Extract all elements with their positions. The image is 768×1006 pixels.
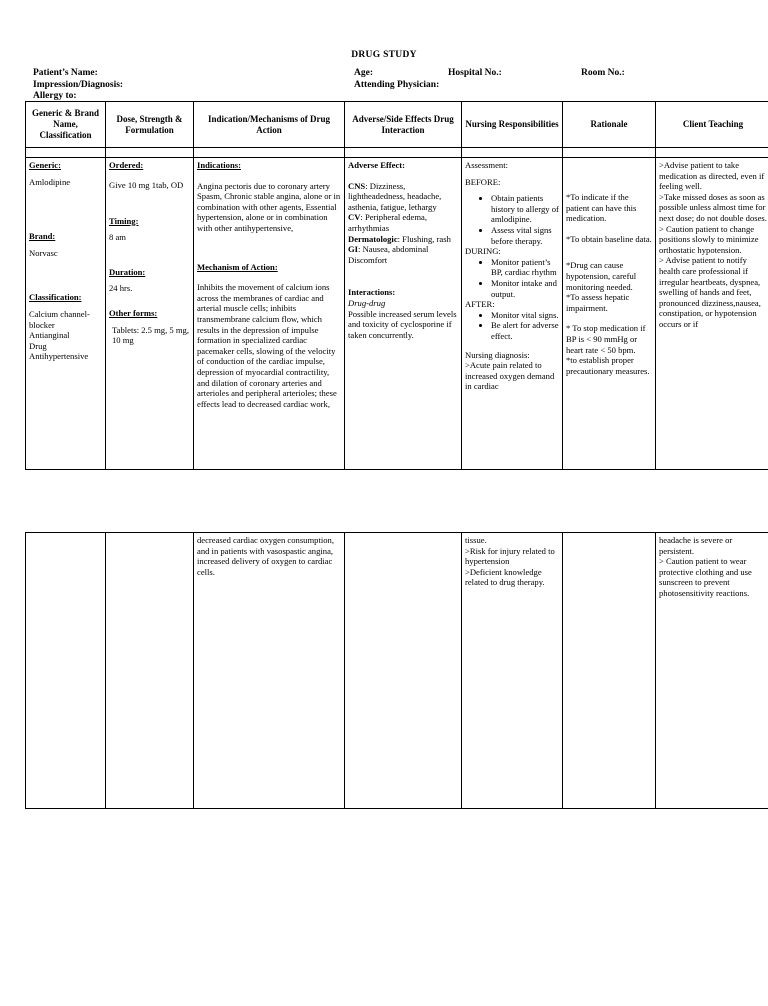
cv-label: CV	[348, 212, 361, 223]
generic-cell	[26, 158, 106, 470]
column-header-teaching: Client Teaching	[656, 102, 768, 148]
impression-label: Impression/Diagnosis:	[33, 80, 124, 90]
rationale-2: *To obtain baseline data.	[566, 233, 652, 244]
other-forms-label: Other forms:	[109, 307, 158, 318]
column-header-generic: Generic & Brand Name, Classification	[26, 102, 106, 148]
after-list	[465, 310, 559, 342]
rationale-4: *To assess hepatic impairment.	[566, 292, 630, 313]
mechanism-label: Mechanism of Action:	[197, 261, 278, 272]
timing-value: 8 am	[109, 232, 126, 243]
gi-line	[348, 244, 458, 265]
continuation-row	[26, 533, 768, 809]
teaching-3: > Caution patient to change positions slowly to minimize orthostatic hypotension.	[659, 223, 759, 255]
nursing-cell	[462, 158, 563, 470]
cv-line	[348, 212, 458, 233]
generic-value: Amlodipine	[29, 176, 71, 187]
hospital-no-label: Hospital No.:	[448, 68, 502, 78]
generic-cell-cont	[26, 533, 106, 809]
adverse-effect-label: Adverse Effect:	[348, 160, 406, 170]
attending-physician-label: Attending Physician:	[354, 80, 440, 90]
derm-text: : Flushing, rash	[397, 233, 451, 244]
list-item: • Obtain patients history to allergy of amlodipine.	[491, 193, 559, 225]
brand-value: Norvasc	[29, 247, 58, 258]
allergy-label: Allergy to:	[33, 91, 77, 101]
drug-drug-label: Drug-drug	[348, 297, 386, 308]
age-label: Age:	[354, 68, 373, 78]
teaching-5: > Caution patient to wear protective clothing and use sunscreen to prevent photosensitivity reactions.	[659, 556, 752, 598]
teaching-cell-cont	[656, 533, 768, 809]
nursing-diagnosis-2: >Risk for injury related to hypertension	[465, 545, 555, 567]
list-item: • Assess vital signs before therapy.	[491, 225, 559, 246]
rationale-6: *to establish proper precautionary measures.	[566, 355, 650, 376]
nursing-diagnosis-label: Nursing diagnosis:	[465, 349, 530, 360]
cv-text: : Peripheral edema, arrhythmias	[348, 212, 427, 233]
dose-cell	[106, 158, 194, 470]
rationale-3: *Drug can cause hypotension, careful monitoring needed.	[566, 260, 637, 292]
room-no-label: Room No.:	[581, 68, 625, 78]
timing-label: Timing:	[109, 215, 139, 226]
dose-cell-cont	[106, 533, 194, 809]
classification-value: Drug	[29, 340, 47, 351]
indication-cell	[194, 158, 345, 470]
generic-label: Generic:	[29, 160, 61, 170]
column-header-adverse: Adverse/Side Effects Drug Interaction	[345, 102, 462, 148]
patient-name-label: Patient’s Name:	[33, 68, 98, 78]
rationale-cell-cont	[563, 533, 656, 809]
drug-drug-text: Possible increased serum levels and toxicity of cyclosporine if taken concurrently.	[348, 308, 457, 340]
column-header-nursing: Nursing Responsibilities	[462, 102, 563, 148]
teaching-4: > Advise patient to notify health care professional if irregular heartbeats, dyspnea, swelling of hands and feet, pronounced dizziness,nausea, constipation, or hypotension occurs or if	[659, 255, 761, 329]
cns-line	[348, 181, 458, 213]
drug-row	[26, 158, 768, 470]
derm-label: Dermatologic	[348, 233, 398, 244]
rationale-1: *To indicate if the patient can have this medication.	[566, 192, 637, 224]
teaching-2: >Take missed doses as soon as possible unless almost time for next dose; do not double doses.	[659, 191, 767, 223]
list-item: • Be alert for adverse effect.	[491, 320, 559, 341]
continuation-table	[25, 532, 768, 809]
brand-label: Brand:	[29, 231, 56, 242]
teaching-cell	[656, 158, 768, 470]
mechanism-text-cont: decreased cardiac oxygen consumption, and in patients with vasospastic angina, increased delivery of oxygen to cardiac cells.	[197, 535, 334, 577]
ordered-value: Give 10 mg 1tab, OD	[109, 179, 184, 190]
indications-text: Angina pectoris due to coronary artery Spasm, Chronic stable angina, alone or in combination with other agents, Essential hypertension, alone or in combination with other antihypertensive,	[197, 180, 341, 233]
rationale-5: * To stop medication if BP is < 90 mmHg or heart rate < 50 bpm.	[566, 323, 646, 355]
classification-value: Antihypertensive	[29, 351, 89, 362]
list-item: • Monitor intake and output.	[491, 278, 559, 299]
ordered-label: Ordered:	[109, 160, 144, 170]
teaching-4-cont: headache is severe or persistent.	[659, 535, 733, 556]
drug-study-table	[25, 101, 768, 470]
adverse-cell-cont	[345, 533, 462, 809]
indication-cell-cont	[194, 533, 345, 809]
mechanism-text: Inhibits the movement of calcium ions across the membranes of cardiac and arterial muscle cells; inhibits transmembrane calcium flow, which results in the depression of impulse formation in specialized cardiac pacemaker cells, slowing of the velocity of conduction of the cardiac impulse, depression of myocardial contractility, and dilation of coronary arteries and arterioles and peripheral arterioles; these effects lead to decreased cardiac work,	[197, 282, 337, 409]
nursing-cell-cont	[462, 533, 563, 809]
before-list	[465, 193, 559, 246]
column-header-dose: Dose, Strength & Formulation	[106, 102, 194, 148]
before-label: BEFORE:	[465, 176, 501, 187]
cns-text: : Dizziness, lightheadedness, headache, asthenia, fatigue, lethargy	[348, 180, 442, 212]
header-row	[26, 102, 768, 148]
nursing-diagnosis-1: >Acute pain related to increased oxygen demand in cardiac	[465, 360, 555, 392]
list-item: • Monitor vital signs.	[491, 310, 559, 321]
gi-label: GI	[348, 244, 359, 255]
list-item: • Monitor patient’s BP, cardiac rhythm	[491, 257, 559, 278]
after-label: AFTER:	[465, 299, 495, 310]
teaching-1: >Advise patient to take medication as directed, even if feeling well.	[659, 160, 765, 192]
nursing-diagnosis-3: >Deficient knowledge related to drug therapy.	[465, 566, 545, 588]
nursing-diagnosis-1-cont: tissue.	[465, 535, 487, 545]
derm-line	[348, 234, 458, 245]
gi-text: : Nausea, abdominal Discomfort	[348, 244, 429, 265]
assessment-label: Assessment:	[465, 160, 508, 170]
during-label: DURING:	[465, 246, 501, 257]
duration-value: 24 hrs.	[109, 283, 133, 294]
other-forms-value: Tablets: 2.5 mg, 5 mg, 10 mg	[112, 324, 189, 346]
classification-value: Calcium channel-blocker	[29, 308, 90, 330]
document-title: DRUG STUDY	[351, 50, 417, 60]
classification-label: Classification:	[29, 292, 82, 303]
column-header-rationale: Rationale	[563, 102, 656, 148]
adverse-cell	[345, 158, 462, 470]
classification-value: Antianginal	[29, 330, 70, 341]
interactions-label: Interactions:	[348, 287, 396, 298]
column-header-indication: Indication/Mechanisms of Drug Action	[194, 102, 345, 148]
cns-label: CNS	[348, 180, 366, 191]
during-list	[465, 257, 559, 299]
duration-label: Duration:	[109, 266, 146, 277]
indications-label: Indications:	[197, 160, 241, 170]
rationale-cell	[563, 158, 656, 470]
